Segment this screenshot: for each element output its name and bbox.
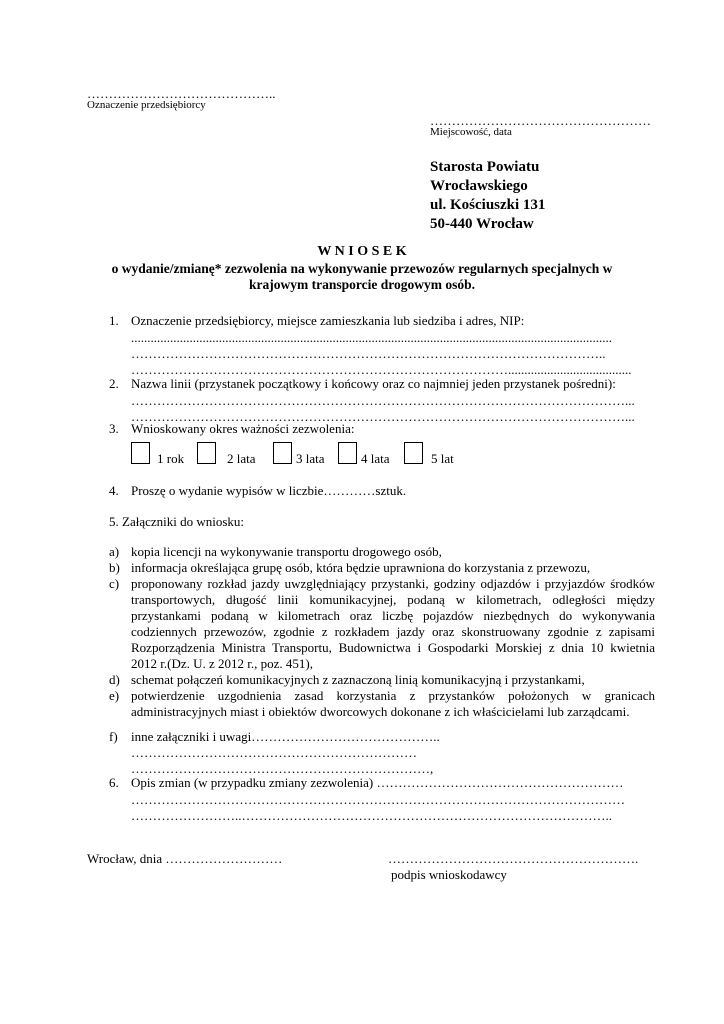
item4-text: Proszę o wydanie wypisów w liczbie…………sztuk.	[131, 483, 407, 498]
company-label: Oznaczenie przedsiębiorcy	[87, 99, 206, 111]
attachment-e-line: administracyjnych miast i obiektów dworcowych dokonane z ich właścicielami lub zarządcami.	[131, 704, 630, 719]
addressee-block	[430, 158, 545, 234]
validity-option-label: 4 lata	[361, 451, 390, 466]
item1-text: Oznaczenie przedsiębiorcy, miejsce zamieszkania lub siedziba i adres, NIP:	[131, 313, 525, 328]
attachment-label: d)	[109, 672, 120, 687]
item-number: 4.	[109, 483, 119, 498]
item6-text: Opis zmian (w przypadku zmiany zezwolenia) …………………………………………………	[131, 775, 624, 790]
item2-text: Nazwa linii (przystanek początkowy i końcowy oraz co najmniej jeden przystanek pośredni):	[131, 376, 616, 391]
validity-checkbox-1-year[interactable]	[131, 442, 150, 464]
addressee-line: Wrocławskiego	[430, 178, 528, 194]
validity-checkbox-5-years[interactable]	[404, 442, 423, 464]
signature-label: podpis wnioskodawcy	[391, 867, 507, 882]
item5-heading: 5. Załączniki do wniosku:	[109, 514, 245, 529]
addressee-line: Starosta Powiatu	[430, 159, 540, 175]
addressee-line: 50-440 Wrocław	[430, 216, 534, 232]
attachment-c-line: codziennych przewozów, zgodnie z rozkładem jazdy oraz skonstruowany zgodnie z zapisami	[131, 624, 655, 639]
title-line-2: krajowym transporcie drogowym osób.	[249, 277, 475, 292]
validity-option-label: 1 rok	[157, 451, 185, 466]
attachment-label: a)	[109, 544, 120, 559]
attachment-d: schemat połączeń komunikacyjnych z zaznaczoną linią komunikacyjną i przystankami,	[131, 672, 585, 687]
attachment-label: f)	[109, 729, 118, 744]
document-heading: W N I O S E K	[317, 244, 407, 259]
item-number: 1.	[109, 313, 119, 328]
item6-fill-line[interactable]: ……………………..…………………………………………………………………………..	[131, 808, 612, 823]
item-number: 6.	[109, 775, 119, 790]
attachment-e	[131, 688, 655, 720]
attachment-c-line: 2012 r.(Dz. U. z 2012 r., poz. 451),	[131, 656, 313, 671]
attachment-label: b)	[109, 560, 120, 575]
addressee-line: ul. Kościuszki 131	[430, 197, 546, 213]
validity-option-label: 3 lata	[296, 451, 325, 466]
item1-fill-line[interactable]: ………………………………………………………………………………………………..	[131, 346, 606, 361]
attachment-f: inne załączniki i uwagi……………………………………..	[131, 729, 440, 744]
attachment-label: c)	[109, 576, 120, 591]
place-date-dots: ……………………………………………	[430, 113, 651, 128]
attachment-c-line: przystankami podaną w kilometrach oraz liczbę pojazdów niezbędnych do wykonywania	[131, 608, 655, 623]
place-date-label: Miejscowość, data	[430, 126, 512, 138]
validity-option-label: 5 lat	[431, 451, 454, 466]
item1-fill-line[interactable]: ....................................................................................................................................................	[131, 330, 612, 345]
attachment-c-line: proponowany rozkład jazdy uwzględniający przystanki, godziny odjazdów i przyjazdów środków	[131, 576, 655, 591]
attachment-f-fill-line[interactable]: …………………………………………………………	[131, 745, 417, 760]
attachment-e-line: potwierdzenie uzgodnienia zasad korzystania z przystanków położonych w granicach	[131, 688, 655, 703]
attachment-c-line: Rozporządzenia Ministra Transportu, Budownictwa i Gospodarki Morskiej z dnia 10 kwietnia	[131, 640, 655, 655]
item3-text: Wnioskowany okres ważności zezwolenia:	[131, 421, 355, 436]
title-line-1: o wydanie/zmianę* zezwolenia na wykonywanie przewozów regularnych specjalnych w	[111, 261, 613, 276]
attachment-c	[131, 576, 655, 672]
validity-checkbox-3-years[interactable]	[273, 442, 292, 464]
item2-fill-line[interactable]: ……………………………………………………………………………………………………...	[131, 393, 635, 408]
item-number: 3.	[109, 421, 119, 436]
company-dots: ……………………………………..	[87, 86, 276, 101]
validity-checkbox-4-years[interactable]	[338, 442, 357, 464]
attachment-a: kopia licencji na wykonywanie transportu drogowego osób,	[131, 544, 442, 559]
item-number: 2.	[109, 376, 119, 391]
item6-fill-line[interactable]: ……………………………………………………………………………………………………	[131, 792, 625, 807]
validity-option-label: 2 lata	[227, 451, 256, 466]
item1-fill-line[interactable]: ……………………………………………………………………………......................................	[131, 362, 632, 377]
signature-line[interactable]: ………………………………………………….	[388, 851, 639, 866]
attachment-b: informacja określająca grupę osób, która będzie uprawniona do korzystania z przewozu,	[131, 560, 591, 575]
attachment-c-line: transportowych, długość linii komunikacyjnej, podaną w kilometrach, odległości między	[131, 592, 655, 607]
validity-checkbox-2-years[interactable]	[197, 442, 216, 464]
attachment-label: e)	[109, 688, 120, 703]
attachment-f-fill-line[interactable]: ……………………………………………………………,	[131, 761, 434, 776]
place-date-field[interactable]: Wrocław, dnia ………………………	[87, 851, 283, 866]
item2-fill-line[interactable]: ……………………………………………………………………………………………………...	[131, 409, 635, 424]
